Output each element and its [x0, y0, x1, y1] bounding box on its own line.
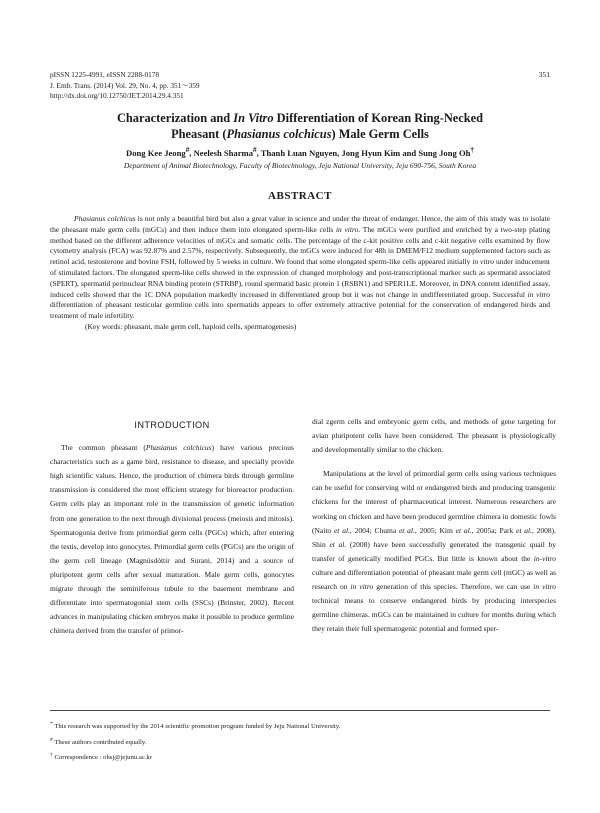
footnotes	[50, 718, 340, 765]
introduction-heading: INTRODUCTION	[134, 420, 210, 430]
keywords: (Key words: pheasant, male germ cell, haploid cells, spermatogenesis)	[85, 321, 297, 331]
intro-paragraph-1: The common pheasant (Phasianus colchicus) have various precious characteristics such as a game bird, resistance to disease, and specially provide high scientific values. Hence, the production of chimera birds through germline transmission is considered the most efficient strategy for bioreactor production. Germ cells play an important role in the transmission of genetic information from one generation to the next through divisional process (meiosis and mitosis). Spermatogonia derive from primordial germ cells (PGCs) which, after entering the testis, develop into gonocytes. Primordial germ cells (PGCs) are the origin of the germ cell lineage (Magnúsdóttir and Surani, 2014) and a source of pluripotent germ cells after sexual maturation. Male germ cells, gonocytes migrate through the seminiferous tubule to the basement membrane and differentiate into spermatogonial stem cells (SSCs) (Brinster, 2002). Recent advances in manipulating chicken embryos make it possible to produce germline chimera derived from the transfer of primor-	[50, 443, 294, 636]
intro-paragraph-1-cont: dial zgerm cells and embryonic germ cells, and methods of gene targeting for avian pluripotent cells have been considered. The pheasant is physiologically and developmentally similar to the chicken.	[312, 417, 556, 455]
journal-header	[50, 70, 200, 102]
left-column	[50, 415, 294, 638]
abstract-heading: ABSTRACT	[268, 190, 332, 202]
abstract-body	[50, 214, 550, 333]
footnote-funding: * This research was supported by the 2014 scientific promotion program funded by Jeju National University.	[50, 721, 341, 731]
doi-link[interactable]: http://dx.doi.org/10.12750/JET.2014.29.4.351	[50, 91, 184, 101]
paper-title: Characterization and In Vitro Differentiation of Korean Ring-Necked Pheasant (Phasianus colchicus) Male Germ Cells	[116, 111, 484, 141]
paragraph-gap	[312, 457, 556, 467]
abstract-paragraph: Phasianus colchicus is not only a beautiful bird but also a great value in science and under the threat of endanger. Hence, the aim of this study was to isolate the pheasant male germ cells (mGCs) and then induce them into elongated sperm-like cells in vitro. The mGCs were purified and enriched by a two-step plating method based on the different adherence velocities of mGCs and somatic cells. The percentage of the c-kit positive cells and c-kit negative cells examined by flow cytometry analysis (FCA) was 92.87% and 2.57%, respectively. Subsequently, the mGCs were induced for 48h in DMEM/F12 medium supplemented factors such as retinol acid, testosterone and bovine FSH, followed by 5 weeks in culture. We found that some elongated sperm-like cells appeared initially in vitro under inducement of stimulated factors. The elongated sperm-like cells showed in the expression of changed morphology and post-transcriptional marker such as spermatid associated (SPERT), spermatid perinuclear RNA binding protein (STRBP), round spermatid basic protein 1 (RSBN1) and SPER1LE. Moreover, in DNA content identified assay, induced cells showed that the 1C DNA population markedly increased in differentiated group but it was not change in undifferentiated group. Successful in vitro differentiation of pheasant testicular germline cells into spermatids appears to offer extremely attractive potential for the conservation of endangered birds and treatment of male infertility.	[50, 214, 550, 321]
author-list: Dong Kee Jeong#, Neelesh Sharma#, Thanh Luan Nguyen, Jong Hyun Kim and Sung Jong Oh†	[126, 146, 474, 158]
footnote-correspondence: † Correspondence : ohsj@jejunu.ac.kr	[50, 752, 152, 762]
footnote-equal-contribution: # These authors contributed equally.	[50, 736, 147, 746]
intro-paragraph-2: Manipulations at the level of primordial germ cells using various techniques can be useful for conserving wild or endangered birds and producing transgenic chickens for the interest of pharmaceutical interest. Numerous researchers are working on chicken and have been produced germline chimera in domestic fowls (Naito et al., 2004; Chuma et al., 2005; Kim et al., 2005a; Park et al., 2008). Shin et al. (2008) have been successfully generated the transgenic quail by transfer of genetically modified PGCs. But little is known about the in-vitro culture and differentiation potential of pheasant male germ cell (mGC) as well as research on in vitro generation of this species. Therefore, we can use in vitro technical means to conserve endangered birds by producing interspecies germline chimeras. mGCs can be maintained in culture for months during which they retain their full spermatogenic potential and formed sper-	[312, 469, 557, 634]
issn-line: pISSN 1225-4991, eISSN 2288-0178	[50, 70, 160, 79]
footnote-divider	[50, 710, 550, 711]
page-number: 351	[538, 70, 550, 79]
affiliation: Department of Animal Biotechnology, Faculty of Biotechnology, Jeju National University, Jeju 690-756, South Korea	[123, 161, 477, 170]
journal-citation-line: J. Emb. Trans. (2014) Vol. 29, No. 4, pp. 351～359	[50, 80, 200, 90]
right-column	[312, 415, 556, 636]
